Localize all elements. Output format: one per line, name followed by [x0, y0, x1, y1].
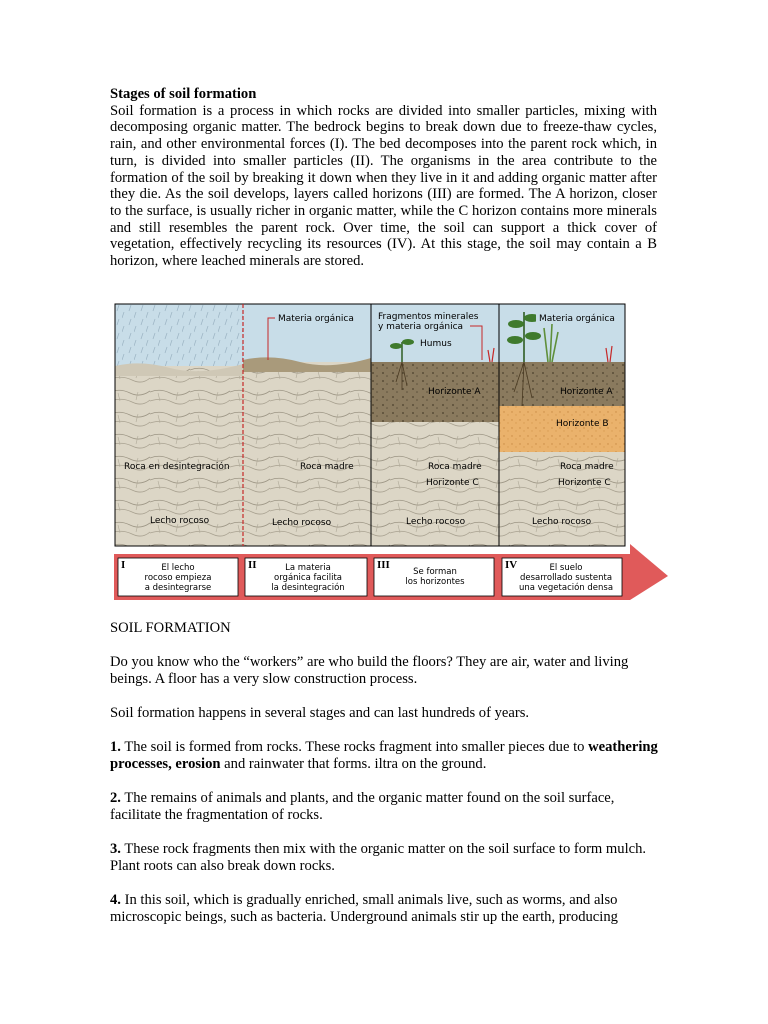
label-fragmentos-1: Fragmentos minerales [378, 312, 479, 322]
svg-text:desarrollado sustenta: desarrollado sustenta [519, 573, 613, 583]
stage-box-1 [118, 558, 238, 596]
intro-title: Stages of soil formation [110, 86, 257, 102]
label-roca-desintegracion: Roca en desintegración [124, 462, 230, 472]
label-lecho-rocoso-3: Lecho rocoso [406, 517, 466, 527]
svg-text:rocoso empieza: rocoso empieza [144, 573, 212, 583]
stage-box-4 [502, 558, 622, 596]
diagram-svg [110, 298, 670, 604]
svg-text:El suelo: El suelo [549, 563, 583, 573]
intro-section [110, 86, 657, 270]
label-roca-madre-3: Roca madre [428, 462, 482, 472]
list-item-4: 4. In this soil, which is gradually enriched, small animals live, such as worms, and also microscopic beings, such as bacteria. Underground animals stir up the earth, producing [110, 892, 618, 925]
section-heading: SOIL FORMATION [110, 620, 231, 636]
svg-text:una vegetación densa: una vegetación densa [518, 583, 614, 593]
body-section [110, 620, 658, 943]
list-item-1: 1. The soil is formed from rocks. These rocks fragment into smaller pieces due to weathering processes, erosion and rainwater that forms. iltra on the ground. [110, 739, 658, 772]
list-item-3: 3. These rock fragments then mix with the organic matter on the soil surface to form mulch. Plant roots can also break down rocks. [110, 841, 647, 874]
svg-text:a desintegrarse: a desintegrarse [144, 583, 212, 593]
intro-paragraph: Soil formation is a process in which rocks are divided into smaller particles, mixing with decomposing organic matter. The bedrock begins to break down due to freeze-thaw cycles, rain, and other environmental forces (I). The bed decomposes into the parent rock which, in turn, is divided into smaller particles (II). The organisms in the area contribute to the formation of the soil by breaking it down when they live in it and adding organic matter after they die. As the soil develops, layers called horizons (III) are formed. The A horizon, closer to the surface, is usually richer in organic matter, while the C horizon contains more minerals and still resembles the parent rock. Over time, the soil can support a thick cover of vegetation, effectively recycling its resources (IV). At this stage, the soil may contain a B horizon, where leached minerals are stored. [110, 102, 657, 270]
svg-text:III: III [377, 559, 390, 571]
svg-text:orgánica facilita: orgánica facilita [274, 573, 342, 583]
svg-text:I: I [121, 559, 126, 571]
svg-text:El lecho: El lecho [161, 563, 195, 573]
label-roca-madre-4: Roca madre [560, 462, 614, 472]
label-lecho-rocoso-2: Lecho rocoso [272, 518, 332, 528]
svg-text:IV: IV [505, 559, 518, 571]
label-humus: Humus [420, 339, 452, 349]
label-lecho-rocoso-4: Lecho rocoso [532, 517, 592, 527]
list-item-2: 2. The remains of animals and plants, and the organic matter found on the soil surface, facilitate the fragmentation of rocks. [110, 790, 615, 823]
paragraph-workers: Do you know who the “workers” are who build the floors? They are air, water and living beings. A floor has a very slow construction process. [110, 654, 629, 687]
paragraph-stages: Soil formation happens in several stages and can last hundreds of years. [110, 705, 530, 721]
svg-text:II: II [248, 559, 257, 571]
label-materia-organica-2: Materia orgánica [278, 314, 354, 324]
stage-box-2 [245, 558, 367, 596]
panel-1 [115, 304, 243, 546]
label-horizonte-b-4: Horizonte B [556, 419, 609, 429]
label-horizonte-c-3: Horizonte C [426, 478, 479, 488]
label-lecho-rocoso-1: Lecho rocoso [150, 516, 210, 526]
svg-text:Se forman: Se forman [413, 567, 457, 577]
panel-2 [243, 304, 371, 546]
label-materia-organica-4: Materia orgánica [539, 314, 615, 324]
label-fragmentos-2: y materia orgánica [378, 322, 464, 332]
label-roca-madre-2: Roca madre [300, 462, 354, 472]
svg-text:La materia: La materia [285, 563, 331, 573]
label-horizonte-a-4: Horizonte A [560, 387, 613, 397]
label-horizonte-a-3: Horizonte A [428, 387, 481, 397]
label-horizonte-c-4: Horizonte C [558, 478, 611, 488]
svg-text:los horizontes: los horizontes [405, 577, 465, 587]
stage-box-3 [374, 558, 494, 596]
svg-text:la desintegración: la desintegración [271, 583, 345, 593]
soil-formation-diagram [110, 298, 670, 604]
